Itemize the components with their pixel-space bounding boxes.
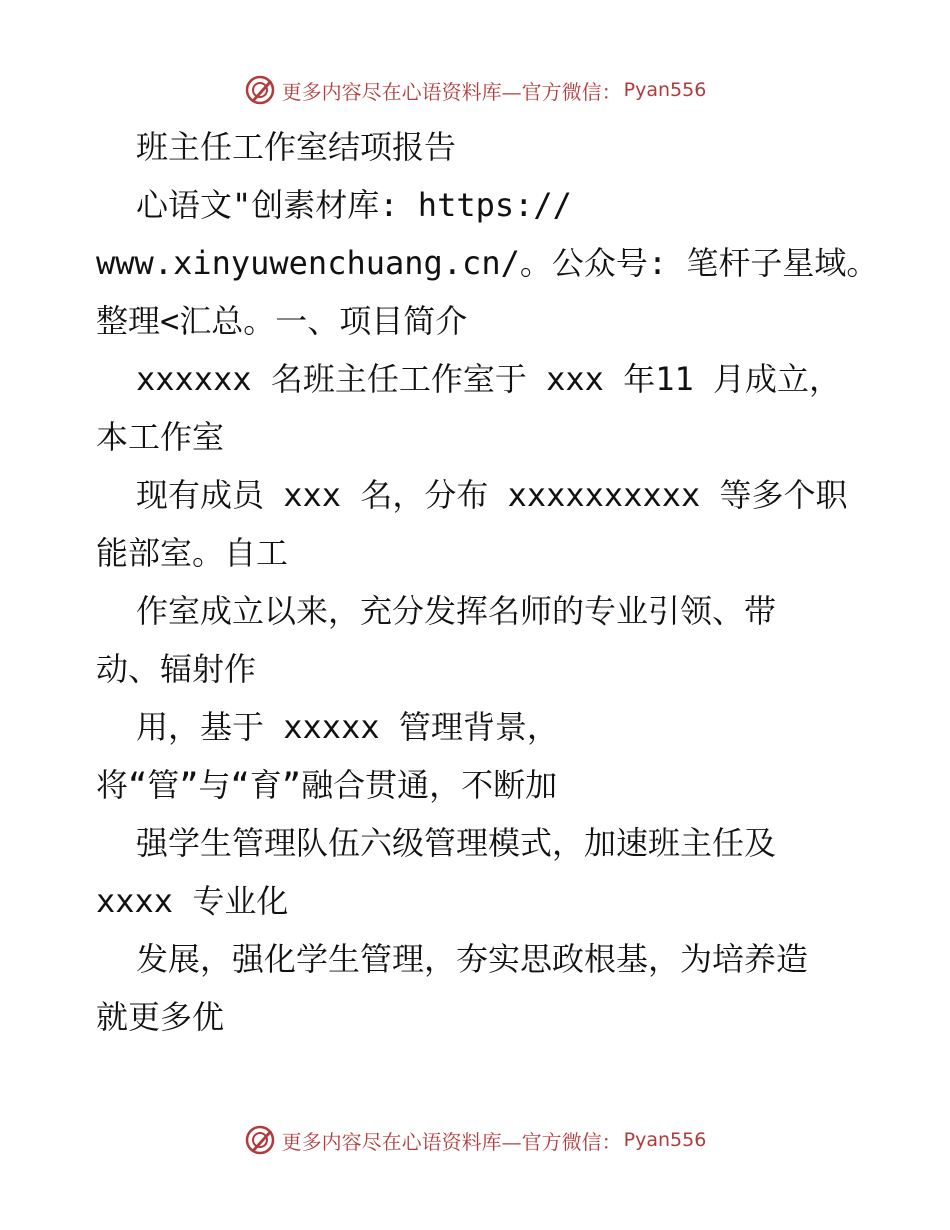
footer-banner[interactable] (0, 1120, 950, 1160)
text-line: xxxxxx 名班主任工作室于 xxx 年11 月成立， (136, 360, 841, 398)
text-line: 将“管”与“育”融合贯通，不断加 (96, 766, 558, 804)
text-line: 现有成员 xxx 名，分布 xxxxxxxxxx 等多个职 (136, 476, 848, 514)
banner-text: 更多内容尽在心语资料库—官方微信： (281, 79, 622, 104)
pen-logo-icon (244, 74, 276, 106)
text-line: 能部室。自工 (96, 534, 289, 572)
text-line: 心语文"创素材库: https:// (136, 186, 572, 224)
text-line: 作室成立以来，充分发挥名师的专业引领、带 (136, 592, 777, 630)
wechat-id: Pyan556 (623, 1129, 707, 1151)
wechat-id: Pyan556 (623, 79, 707, 101)
text-line: 本工作室 (96, 418, 225, 456)
pen-logo-icon (244, 1124, 276, 1156)
report-title: 班主任工作室结项报告 (136, 128, 457, 166)
text-line: xxxx 专业化 (96, 882, 289, 920)
text-line: 强学生管理队伍六级管理模式，加速班主任及 (136, 824, 777, 862)
banner-text: 更多内容尽在心语资料库—官方微信： (281, 1129, 622, 1154)
text-line: www.xinyuwenchuang.cn/。公众号: 笔杆子星域。 (96, 244, 879, 282)
text-line: 发展，强化学生管理，夯实思政根基，为培养造 (136, 940, 809, 978)
text-line: 整理<汇总。一、项目简介 (96, 302, 468, 340)
header-banner[interactable] (0, 70, 950, 110)
text-line: 就更多优 (96, 998, 225, 1036)
text-line: 动、辐射作 (96, 650, 257, 688)
text-line: 用，基于 xxxxx 管理背景， (136, 708, 559, 746)
